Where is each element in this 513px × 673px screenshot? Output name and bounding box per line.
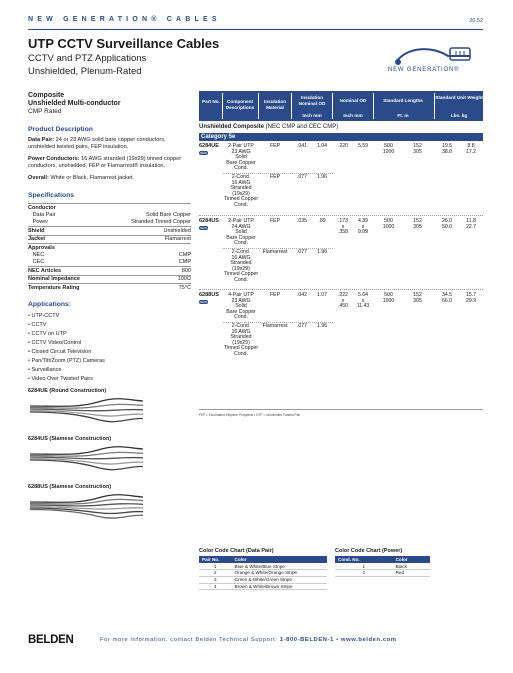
component-description: 2-Pair UTP 23 AWG Solid Bare Copper Cond. bbox=[226, 143, 256, 172]
part-number: 6284UE bbox=[199, 143, 219, 149]
header-divider bbox=[332, 93, 333, 119]
insulation-od-inch: .077 bbox=[296, 249, 308, 255]
insulation-od-mm: 1.96 bbox=[316, 174, 328, 180]
spec-key: Temperature Rating bbox=[28, 283, 104, 291]
color-chart-data-pair bbox=[199, 548, 327, 590]
logo-text: NEW GENERATION® bbox=[388, 67, 460, 73]
color-name: Green & White/Green Stripe bbox=[232, 576, 327, 583]
page-subtitle-1: CCTV and PTZ Applications bbox=[28, 53, 147, 64]
col-std-lengths-units: Ft. m bbox=[397, 113, 409, 118]
color-row bbox=[199, 570, 327, 577]
nominal-od-mm: 5.59 bbox=[357, 143, 369, 149]
overall-description: Overall: White or Black, Flamarrest jacket. bbox=[28, 175, 135, 181]
length-ft: 500 1000 bbox=[382, 218, 395, 230]
new-generation-logo bbox=[388, 42, 483, 78]
table-row bbox=[199, 215, 483, 289]
spec-row bbox=[28, 275, 191, 283]
spec-value: CMP bbox=[178, 251, 191, 258]
cable-illustration bbox=[28, 396, 148, 426]
nominal-od-inch: .173 x .358 bbox=[337, 218, 349, 236]
color-chart-data-table bbox=[199, 556, 327, 590]
weight-kg: 11.8 22.7 bbox=[465, 218, 477, 230]
composite-label: Unshielded Composite (NEC CMP and CEC CMP) bbox=[199, 124, 339, 130]
color-name: Black bbox=[393, 563, 430, 570]
color-chart-data-h2: Color bbox=[232, 556, 327, 563]
spec-row bbox=[28, 204, 191, 212]
insulation-od-inch: .041 bbox=[296, 143, 308, 149]
spec-value: CMP bbox=[178, 259, 191, 266]
insulation-od-mm: 1.04 bbox=[316, 143, 328, 149]
power-conductors-description: Power Conductors: 16 AWG stranded (19x29) tinned copper conductors, unshielded, FEP or Flamarrest® insulation. bbox=[28, 156, 182, 169]
weight-lbs: 26.0 50.0 bbox=[441, 218, 453, 230]
nominal-od-inch: .220 bbox=[337, 143, 349, 149]
insulation-od-inch: .077 bbox=[296, 323, 308, 329]
component-description: 2-Pair UTP 24 AWG Solid Bare Copper Cond. bbox=[226, 218, 256, 247]
data-pair-description: Data Pair: 24 or 23 AWG solid bare copper conductors, unshielded twisted pairs, FEP insulation. bbox=[28, 137, 166, 150]
color-chart-power-h2: Color bbox=[393, 556, 430, 563]
color-number: 2 bbox=[335, 570, 393, 577]
composite-heading: Composite bbox=[28, 92, 65, 99]
application-item: • CCTV Video/Control bbox=[28, 339, 191, 348]
footnote-rule bbox=[199, 409, 483, 410]
insulation-material: FEP bbox=[269, 218, 281, 224]
table-header bbox=[199, 91, 483, 121]
brand-line: NEW GENERATION® CABLES bbox=[28, 16, 221, 23]
nominal-od-inch: .222 x .450 bbox=[337, 292, 349, 310]
rating-label: CMP Rated bbox=[28, 108, 62, 115]
insulation-material: FEP bbox=[269, 143, 281, 149]
length-m: 152 305 bbox=[413, 143, 422, 155]
length-ft: 500 1000 bbox=[382, 292, 395, 304]
footnote: FEP = Fluorinated Ethylene Propylene • UTP = Unshielded Twisted Pair bbox=[199, 413, 301, 417]
specifications-heading: Specifications bbox=[28, 192, 75, 199]
header-divider bbox=[373, 93, 374, 119]
spec-value: 75°C bbox=[104, 283, 191, 291]
insulation-od-mm: 1.96 bbox=[316, 249, 328, 255]
cable-illustration bbox=[28, 444, 148, 474]
spec-key: NEC Articles bbox=[28, 267, 104, 275]
insulation-material: FEP bbox=[269, 174, 281, 180]
application-item: • Surveillance bbox=[28, 366, 191, 375]
insulation-od-inch: .077 bbox=[296, 174, 308, 180]
website-link[interactable]: www.belden.com bbox=[341, 637, 397, 643]
header-divider bbox=[291, 93, 292, 119]
col-unit-weight-units: Lbs. kg bbox=[450, 113, 468, 118]
page-header bbox=[0, 0, 513, 34]
color-row bbox=[335, 570, 430, 577]
col-nom-od: Nominal OD bbox=[339, 98, 367, 103]
spec-key: Data Pair bbox=[28, 211, 56, 218]
color-number: 1 bbox=[335, 563, 393, 570]
new-badge: NEW bbox=[200, 151, 207, 155]
specifications-table bbox=[28, 203, 191, 291]
color-chart-data-h1: Pair No. bbox=[199, 556, 232, 563]
spec-value: 100Ω bbox=[104, 275, 191, 283]
nominal-od-mm: 5.64 x 11.43 bbox=[356, 292, 370, 310]
color-name: Brown & White/Brown Stripe bbox=[232, 583, 327, 590]
spec-value: Unshielded bbox=[104, 227, 191, 235]
color-number: 2 bbox=[199, 570, 232, 577]
color-name: Blue & White/Blue Stripe bbox=[232, 563, 327, 570]
spec-value: 800 bbox=[104, 267, 191, 275]
new-badge: NEW bbox=[200, 226, 207, 230]
spec-key: Conductor bbox=[28, 204, 104, 212]
nominal-od-mm: 4.39 x 9.09 bbox=[357, 218, 369, 236]
color-row bbox=[199, 583, 327, 590]
length-m: 152 305 bbox=[413, 218, 422, 230]
color-row bbox=[335, 563, 430, 570]
spec-key: Power bbox=[28, 219, 49, 226]
color-row bbox=[199, 563, 327, 570]
header-divider bbox=[222, 93, 223, 119]
spec-key: Jacket bbox=[28, 235, 104, 243]
col-ins-od: Insulation Nominal OD bbox=[298, 95, 326, 106]
col-components: Component Descriptions bbox=[225, 99, 255, 110]
insulation-od-inch: .042 bbox=[296, 292, 308, 298]
contact-line: For more information, contact Belden Technical Support: 1-800-BELDEN-1 • www.belden.com bbox=[100, 637, 397, 643]
component-description: 2-Cond. 16 AWG Stranded (19x29) Tinned Copper Cond. bbox=[223, 249, 259, 283]
spec-key: NEC bbox=[28, 251, 45, 258]
applications-heading: Applications: bbox=[28, 301, 72, 309]
color-chart-power-table bbox=[335, 556, 430, 577]
table-row bbox=[199, 289, 483, 363]
spec-row bbox=[28, 243, 191, 251]
spec-key: Approvals bbox=[28, 243, 104, 251]
insulation-material: Flamarrest bbox=[262, 249, 288, 255]
application-item: • CCTV on UTP bbox=[28, 330, 191, 339]
color-chart-data-title: Color Code Chart (Data Pair) bbox=[199, 548, 274, 554]
color-number: 4 bbox=[199, 583, 232, 590]
col-ins-od-units: Inch mm bbox=[302, 113, 322, 118]
construction-title: 6288US (Siamese Construction) bbox=[28, 484, 112, 491]
spec-value: Solid Bare Copper bbox=[146, 211, 191, 218]
construction-title: 6284UE (Round Construction) bbox=[28, 388, 107, 395]
insulation-od-mm: .89 bbox=[318, 218, 326, 224]
page-footer bbox=[28, 632, 483, 650]
spec-row bbox=[28, 235, 191, 243]
spec-key: Nominal Impedance bbox=[28, 275, 104, 283]
spec-row bbox=[28, 211, 191, 218]
weight-lbs: 19.5 38.0 bbox=[441, 143, 453, 155]
color-chart-power bbox=[335, 548, 430, 577]
component-description: 2-Cond. 16 AWG Stranded (19x29) Tinned Copper Cond. bbox=[223, 323, 259, 357]
insulation-material: Flamarrest bbox=[262, 323, 288, 329]
support-phone: 1-800-BELDEN-1 bbox=[279, 637, 334, 643]
construction-title: 6284US (Siamese Construction) bbox=[28, 436, 112, 443]
insulation-od-mm: 1.07 bbox=[316, 292, 328, 298]
length-ft: 500 1000 bbox=[382, 143, 395, 155]
col-part: Part No. bbox=[202, 99, 220, 104]
weight-kg: 8.8 17.2 bbox=[465, 143, 477, 155]
spec-key: Shield bbox=[28, 227, 104, 235]
col-nom-od-units: Inch mm bbox=[343, 113, 363, 118]
category-band: Category 5e bbox=[199, 133, 483, 141]
page-title: UTP CCTV Surveillance Cables bbox=[28, 36, 220, 51]
length-m: 152 305 bbox=[413, 292, 422, 304]
multiconductor-heading: Unshielded Multi-conductor bbox=[28, 100, 121, 107]
color-name: Orange & White/Orange Stripe bbox=[232, 570, 327, 577]
page-subtitle-2: Unshielded, Plenum-Rated bbox=[28, 66, 142, 77]
application-item: • UTP-CCTV bbox=[28, 312, 191, 321]
component-description: 4-Pair UTP 23 AWG Solid Bare Copper Cond. bbox=[226, 292, 256, 321]
header-divider bbox=[434, 93, 435, 119]
cable-illustration bbox=[28, 492, 148, 522]
new-badge: NEW bbox=[200, 300, 207, 304]
color-chart-power-h1: Cond. No. bbox=[335, 556, 393, 563]
spec-row bbox=[28, 251, 191, 258]
color-name: Red bbox=[393, 570, 430, 577]
insulation-material: FEP bbox=[269, 292, 281, 298]
spec-row bbox=[28, 259, 191, 267]
spec-row bbox=[28, 267, 191, 275]
application-item: • Video Over Twisted Pairs bbox=[28, 375, 191, 384]
applications-list bbox=[28, 312, 191, 384]
color-chart-power-title: Color Code Chart (Power) bbox=[335, 548, 403, 554]
spec-value: Flamarrest bbox=[104, 235, 191, 243]
application-item: • CCTV bbox=[28, 321, 191, 330]
spec-row bbox=[28, 283, 191, 291]
spec-value: Stranded Tinned Copper bbox=[131, 219, 191, 226]
col-insulation: Insulation Material bbox=[263, 99, 287, 110]
insulation-od-mm: 1.96 bbox=[316, 323, 328, 329]
left-column bbox=[28, 92, 191, 528]
cable-logo-icon bbox=[388, 42, 483, 68]
product-table bbox=[199, 91, 483, 363]
col-unit-weight: Standard Unit Weight bbox=[435, 95, 483, 100]
spec-key: CEC bbox=[28, 259, 45, 266]
spec-row bbox=[28, 219, 191, 227]
construction-images bbox=[28, 388, 191, 528]
header-rule bbox=[28, 29, 483, 30]
header-divider bbox=[258, 93, 259, 119]
insulation-od-inch: .035 bbox=[296, 218, 308, 224]
component-description: 2-Cond. 16 AWG Stranded (19x29) Tinned Copper Cond. bbox=[223, 174, 259, 208]
table-row bbox=[199, 141, 483, 215]
part-number: 6284US bbox=[199, 218, 219, 224]
application-item: • Pan/Tilt/Zoom (PTZ) Cameras bbox=[28, 357, 191, 366]
color-row bbox=[199, 576, 327, 583]
page-number: 20.52 bbox=[469, 18, 483, 24]
part-number: 6288US bbox=[199, 292, 219, 298]
spec-value bbox=[104, 204, 191, 212]
spec-row bbox=[28, 227, 191, 235]
col-std-lengths: Standard Lengths bbox=[383, 98, 423, 103]
weight-lbs: 34.5 66.0 bbox=[441, 292, 453, 304]
belden-logo: BELDEN bbox=[28, 634, 74, 646]
spec-value bbox=[104, 243, 191, 251]
product-description-heading: Product Description bbox=[28, 126, 93, 133]
color-number: 3 bbox=[199, 576, 232, 583]
color-number: 1 bbox=[199, 563, 232, 570]
application-item: • Closed Circuit Television bbox=[28, 348, 191, 357]
weight-kg: 15.7 29.9 bbox=[465, 292, 477, 304]
